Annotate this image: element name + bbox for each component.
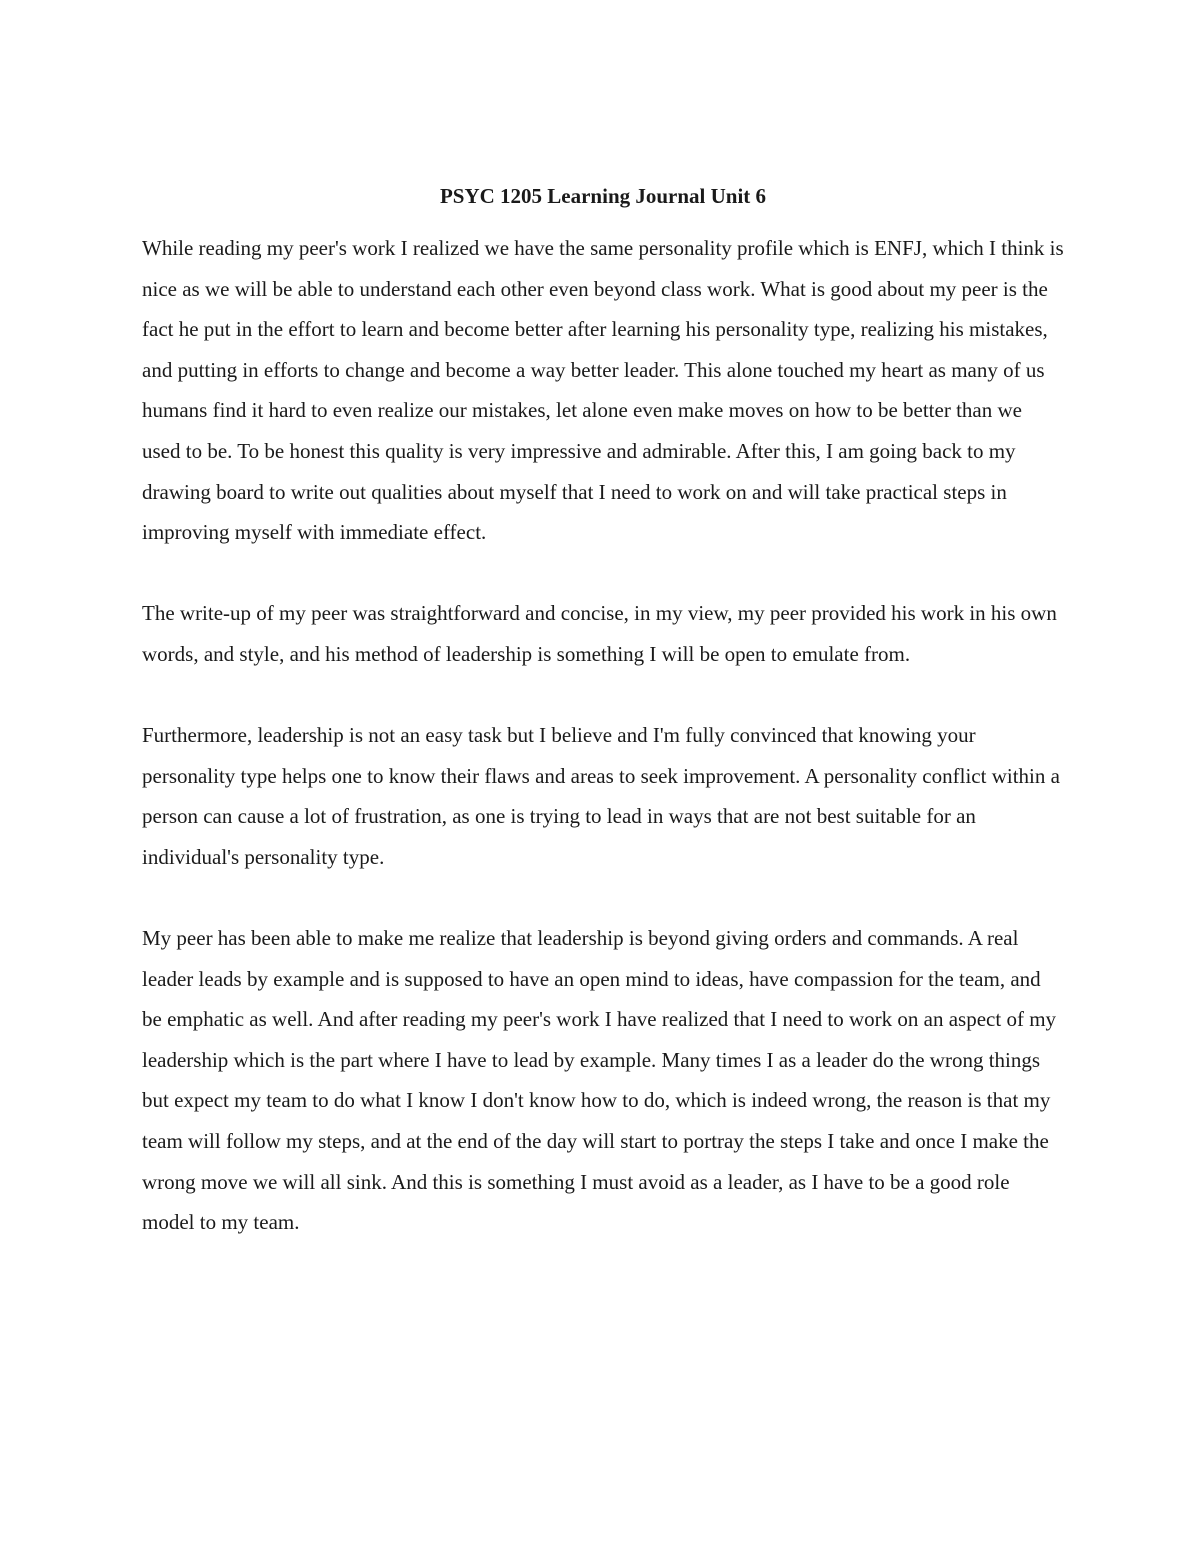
document-body [142, 180, 1064, 1243]
document-title: PSYC 1205 Learning Journal Unit 6 [439, 184, 767, 208]
paragraph-1: While reading my peer's work I realized we have the same personality profile which is ENFJ, which I think is nice as we will be able to understand each other even beyond class work. What is good about my peer is the fact he put in the effort to learn and become better after learning his personality type, realizing his mistakes, and putting in efforts to change and become a way better leader. This alone touched my heart as many of us humans find it hard to even realize our mistakes, let alone even make moves on how to be better than we used to be. To be honest this quality is very impressive and admirable. After this, I am going back to my drawing board to write out qualities about myself that I need to work on and will take practical steps in improving myself with immediate effect. [142, 236, 1064, 545]
paragraph-4: My peer has been able to make me realize that leadership is beyond giving orders and commands. A real leader leads by example and is supposed to have an open mind to ideas, have compassion for the team, and be emphatic as well. And after reading my peer's work I have realized that I need to work on an aspect of my leadership which is the part where I have to lead by example. Many times I as a leader do the wrong things but expect my team to do what I know I don't know how to do, which is indeed wrong, the reason is that my team will follow my steps, and at the end of the day will start to portray the steps I take and once I make the wrong move we will all sink. And this is something I must avoid as a leader, as I have to be a good role model to my team. [142, 926, 1057, 1235]
paragraph-3: Furthermore, leadership is not an easy task but I believe and I'm fully convinced that knowing your personality type helps one to know their flaws and areas to seek improvement. A personality conflict within a person can cause a lot of frustration, as one is trying to lead in ways that are not best suitable for an individual's personality type. [142, 723, 1060, 869]
paragraph-2: The write-up of my peer was straightforward and concise, in my view, my peer provided his work in his own words, and style, and his method of leadership is something I will be open to emulate from. [142, 601, 1057, 666]
